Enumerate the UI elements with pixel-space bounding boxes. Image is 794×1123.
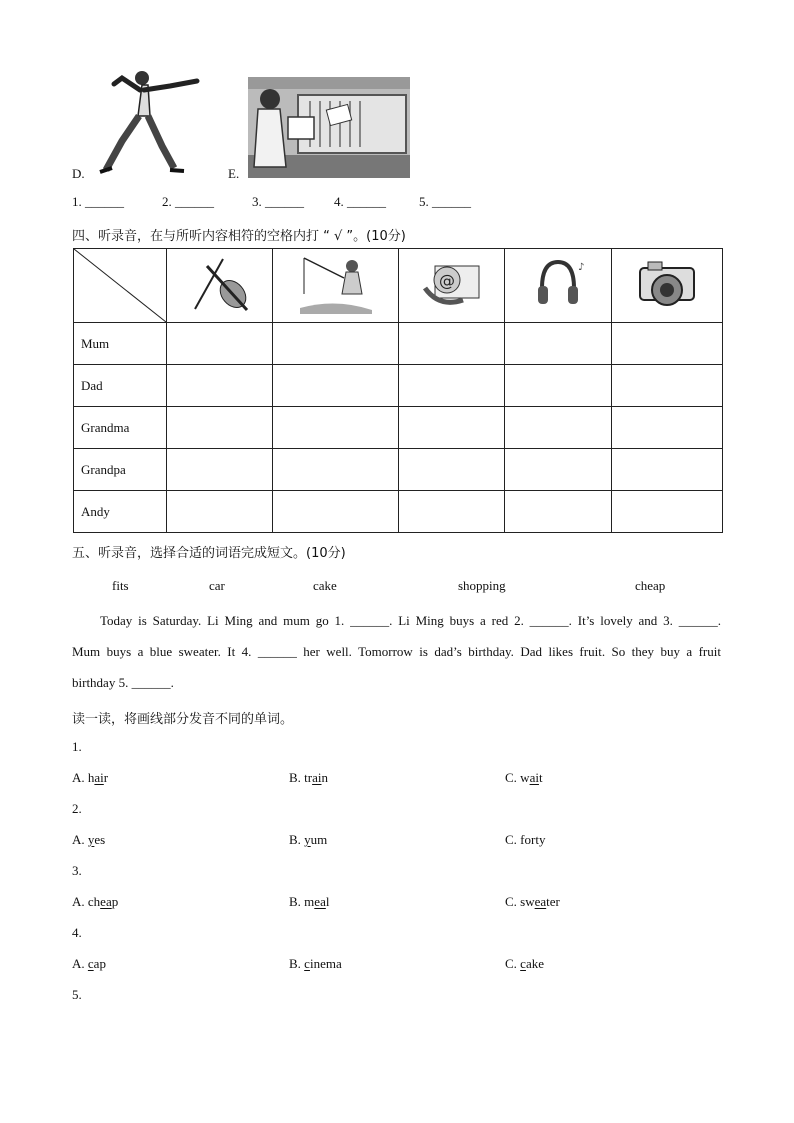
answer-option[interactable] bbox=[289, 956, 342, 972]
check-cell[interactable] bbox=[273, 449, 399, 491]
check-cell[interactable] bbox=[505, 365, 612, 407]
passage bbox=[72, 605, 721, 698]
option-text: C. forty bbox=[505, 832, 546, 847]
check-cell[interactable] bbox=[612, 449, 723, 491]
underlined-letters: c bbox=[87, 956, 94, 971]
answer-option[interactable] bbox=[505, 956, 544, 972]
answer-option[interactable] bbox=[505, 770, 543, 786]
underlined-letters: y bbox=[87, 832, 95, 847]
dishwashing-girl-icon bbox=[248, 77, 410, 178]
answer-option[interactable] bbox=[289, 770, 328, 786]
word-cake: cake bbox=[313, 578, 337, 593]
underlined-letters: c bbox=[304, 956, 310, 971]
option-text: um bbox=[310, 832, 328, 847]
answer-option[interactable] bbox=[289, 894, 329, 910]
answer-blank-1[interactable]: 1. ______ bbox=[72, 194, 124, 209]
passage-line-2: Mum buys a blue sweater. It 4. ______ her well. Tomorrow is dad’s birthday. Dad likes fruit. So they buy a fruit bbox=[72, 644, 721, 659]
question-number: 3. bbox=[72, 863, 82, 878]
answer-blank-3[interactable]: 3. ______ bbox=[252, 194, 304, 209]
option-text: ap bbox=[93, 956, 106, 971]
check-cell[interactable] bbox=[505, 407, 612, 449]
check-cell[interactable] bbox=[273, 323, 399, 365]
option-text: inema bbox=[309, 956, 342, 971]
row-label-mum: Mum bbox=[74, 323, 167, 365]
header-headphones bbox=[505, 249, 612, 323]
option-text: C. bbox=[505, 956, 521, 971]
section-4-title: 四、听录音，在与所听内容相符的空格内打 “ √ ”。(10分) bbox=[72, 229, 406, 244]
section-6-title: 读一读，将画线部分发音不同的单词。 bbox=[72, 712, 294, 727]
checkmark-table bbox=[73, 248, 723, 533]
check-cell[interactable] bbox=[167, 491, 273, 533]
question-number: 1. bbox=[72, 739, 82, 754]
underlined-letters: ea bbox=[314, 894, 326, 909]
check-cell[interactable] bbox=[505, 449, 612, 491]
underlined-letters: y bbox=[304, 832, 311, 847]
check-cell[interactable] bbox=[273, 491, 399, 533]
word-fits: fits bbox=[112, 578, 129, 593]
question-number: 4. bbox=[72, 925, 82, 940]
passage-line-3: birthday 5. ______. bbox=[72, 675, 174, 690]
picture-d bbox=[92, 66, 202, 176]
check-cell[interactable] bbox=[399, 407, 505, 449]
answer-option[interactable] bbox=[72, 894, 118, 910]
word-cheap: cheap bbox=[635, 578, 666, 593]
row-label-andy: Andy bbox=[74, 491, 167, 533]
fishing-icon bbox=[296, 254, 376, 314]
option-text: es bbox=[94, 832, 106, 847]
option-text: p bbox=[111, 894, 119, 909]
violin-icon bbox=[185, 254, 255, 314]
check-cell[interactable] bbox=[399, 323, 505, 365]
check-cell[interactable] bbox=[273, 407, 399, 449]
header-camera bbox=[612, 249, 723, 323]
section-5-title: 五、听录音，选择合适的词语完成短文。(10分) bbox=[72, 546, 346, 561]
answer-option[interactable] bbox=[289, 832, 327, 848]
underlined-letters: ea bbox=[534, 894, 547, 909]
underlined-letters: ai bbox=[312, 770, 322, 785]
option-text: B. bbox=[289, 956, 305, 971]
check-cell[interactable] bbox=[612, 365, 723, 407]
picture-d-label: D. bbox=[72, 166, 85, 181]
passage-line-1: Today is Saturday. Li Ming and mum go 1. ______. Li Ming buys a red 2. ______. It’s lovely and 3. ______. bbox=[100, 613, 721, 628]
svg-text:♪: ♪ bbox=[578, 261, 585, 273]
option-text: B. tr bbox=[289, 770, 313, 785]
option-text: C. sw bbox=[505, 894, 535, 909]
check-cell[interactable] bbox=[399, 491, 505, 533]
option-text: C. w bbox=[505, 770, 530, 785]
check-cell[interactable] bbox=[167, 449, 273, 491]
option-text: B. bbox=[289, 832, 305, 847]
underlined-letters: c bbox=[520, 956, 526, 971]
option-text: A. bbox=[72, 956, 88, 971]
header-fishing bbox=[273, 249, 399, 323]
row-label-grandma: Grandma bbox=[74, 407, 167, 449]
email-icon bbox=[419, 256, 485, 312]
question-number: 5. bbox=[72, 987, 82, 1002]
check-cell[interactable] bbox=[399, 365, 505, 407]
check-cell[interactable] bbox=[612, 407, 723, 449]
answer-blank-2[interactable]: 2. ______ bbox=[162, 194, 214, 209]
option-text: ake bbox=[525, 956, 544, 971]
check-cell[interactable] bbox=[273, 365, 399, 407]
answer-option[interactable] bbox=[505, 894, 560, 910]
check-cell[interactable] bbox=[167, 365, 273, 407]
check-cell[interactable] bbox=[612, 323, 723, 365]
row-label-dad: Dad bbox=[74, 365, 167, 407]
svg-text:@: @ bbox=[438, 270, 455, 290]
underlined-letters: ai bbox=[529, 770, 539, 785]
answer-option[interactable] bbox=[72, 770, 108, 786]
question-number: 2. bbox=[72, 801, 82, 816]
check-cell[interactable] bbox=[167, 407, 273, 449]
underlined-letters: ea bbox=[100, 894, 112, 909]
option-text: B. m bbox=[289, 894, 315, 909]
answer-blank-5[interactable]: 5. ______ bbox=[419, 194, 471, 209]
underlined-letters: ai bbox=[94, 770, 104, 785]
header-violin bbox=[167, 249, 273, 323]
tai-chi-person-icon bbox=[92, 66, 202, 176]
answer-option[interactable] bbox=[72, 956, 106, 972]
option-text: l bbox=[325, 894, 330, 909]
option-text: r bbox=[103, 770, 109, 785]
header-email bbox=[399, 249, 505, 323]
camera-icon bbox=[634, 254, 700, 314]
check-cell[interactable] bbox=[612, 491, 723, 533]
option-text: A. ch bbox=[72, 894, 101, 909]
check-cell[interactable] bbox=[505, 323, 612, 365]
check-cell[interactable] bbox=[399, 449, 505, 491]
option-text: t bbox=[538, 770, 543, 785]
answer-option[interactable] bbox=[72, 832, 105, 848]
answer-option[interactable] bbox=[505, 832, 545, 848]
option-text: A. bbox=[72, 832, 88, 847]
picture-e bbox=[248, 77, 410, 178]
check-cell[interactable] bbox=[505, 491, 612, 533]
check-cell[interactable] bbox=[167, 323, 273, 365]
diagonal-header-cell bbox=[74, 249, 167, 323]
option-text: ter bbox=[546, 894, 560, 909]
option-text: A. h bbox=[72, 770, 95, 785]
answer-blank-4[interactable]: 4. ______ bbox=[334, 194, 386, 209]
picture-e-label: E. bbox=[228, 166, 240, 181]
headphones-icon bbox=[528, 254, 588, 314]
word-car: car bbox=[209, 578, 225, 593]
row-label-grandpa: Grandpa bbox=[74, 449, 167, 491]
word-shopping: shopping bbox=[458, 578, 506, 593]
option-text: n bbox=[321, 770, 329, 785]
diagonal-line bbox=[74, 249, 166, 322]
